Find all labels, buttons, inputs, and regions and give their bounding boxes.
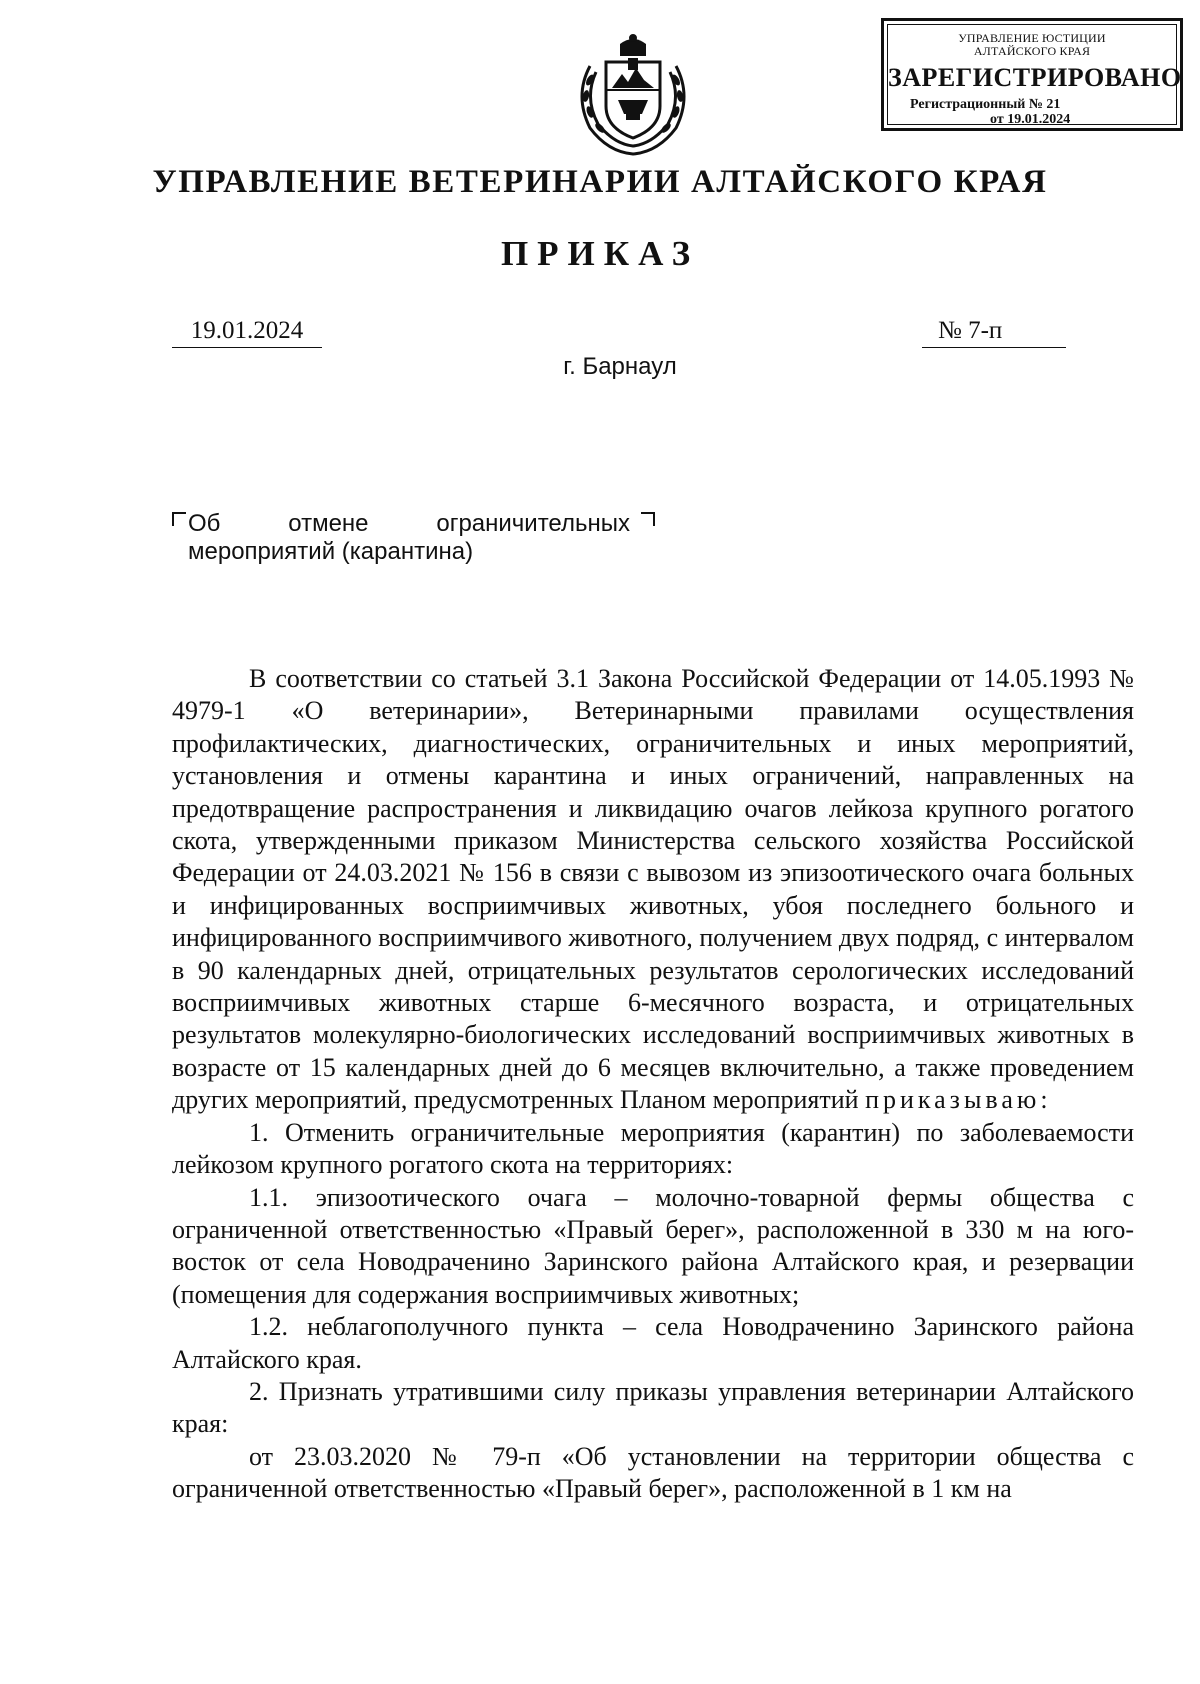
document-subject [188,510,630,566]
clause-2: 2. Признать утратившими силу приказы управления ветеринарии Алтайского края: [172,1376,1134,1439]
subject-line-2: мероприятий (карантина) [188,538,474,565]
document-body [172,663,1134,1506]
clause-1-1: 1.1. эпизоотического очага – молочно-товарной фермы общества с ограниченной ответственностью «Правый берег», расположенной в 330 м на юго-восток от села Новодраченино Заринского района Алтайского края, и резервации (помещения для содержания восприимчивых животных; [172,1182,1134,1309]
coat-of-arms-emblem [568,28,698,158]
document-city: г. Барнаул [563,353,677,380]
clause-1-2: 1.2. неблагополучного пункта – села Новодраченино Заринского района Алтайского края. [172,1312,1134,1374]
stamp-inner-frame [887,24,1182,127]
subject-bracket-right [641,512,655,526]
stamp-org-line1: УПРАВЛЕНИЕ ЮСТИЦИИ [958,31,1106,45]
stamp-status: ЗАРЕГИСТРИРОВАНО [888,63,1182,92]
registration-stamp [881,18,1183,131]
clause-2-1: от 23.03.2020 № 79-п «Об установлении на территории общества с ограниченной ответственностью «Правый берег», расположенной в 1 км на [172,1441,1134,1504]
document-type: ПРИКАЗ [500,234,700,273]
intro-text: В соответствии со статьей 3.1 Закона Российской Федерации от 14.05.1993 № 4979-1 «О ветеринарии», Ветеринарными правилами осуществления профилактических, диагностических, ограничительных и иных мероприятий, установления и отмены карантина и иных ограничений, направленных на предотвращение распространения и ликвидацию очагов лейкоза крупного рогатого скота, утвержденными приказом Министерства сельского хозяйства Российской Федерации от 24.03.2021 № 156 в связи с вывозом из эпизоотического очага больных и инфицированных восприимчивых животных, убоя последнего больного и инфицированного восприимчивого животного, получением двух подряд, с интервалом в 90 календарных дней, отрицательных результатов серологических исследований восприимчивых животных старше 6-месячного возраста, и отрицательных результатов молекулярно-биологических исследований восприимчивых животных в возрасте от 15 календарных дней до 6 месяцев включительно, а также проведением других мероприятий, предусмотренных Планом мероприятий [172,664,1134,1115]
document-number: № 7-п [938,317,1003,344]
stamp-org-line2: АЛТАЙСКОГО КРАЯ [973,44,1091,58]
agency-title: УПРАВЛЕНИЕ ВЕТЕРИНАРИИ АЛТАЙСКОГО КРАЯ [152,164,1048,200]
clause-1: 1. Отменить ограничительные мероприятия (карантин) по заболеваемости лейкозом крупного рогатого скота на территориях: [172,1117,1134,1180]
document-number-field [922,316,1066,348]
document-date: 19.01.2024 [172,316,322,348]
intro-paragraph [172,663,1134,1117]
subject-line-1: Об отмене ограничительных [188,510,630,537]
stamp-reg-date: от 19.01.2024 [990,112,1071,127]
stamp-reg-number: Регистрационный № 21 [910,97,1061,112]
subject-bracket-left [172,512,186,526]
order-word: приказываю: [865,1085,1052,1115]
